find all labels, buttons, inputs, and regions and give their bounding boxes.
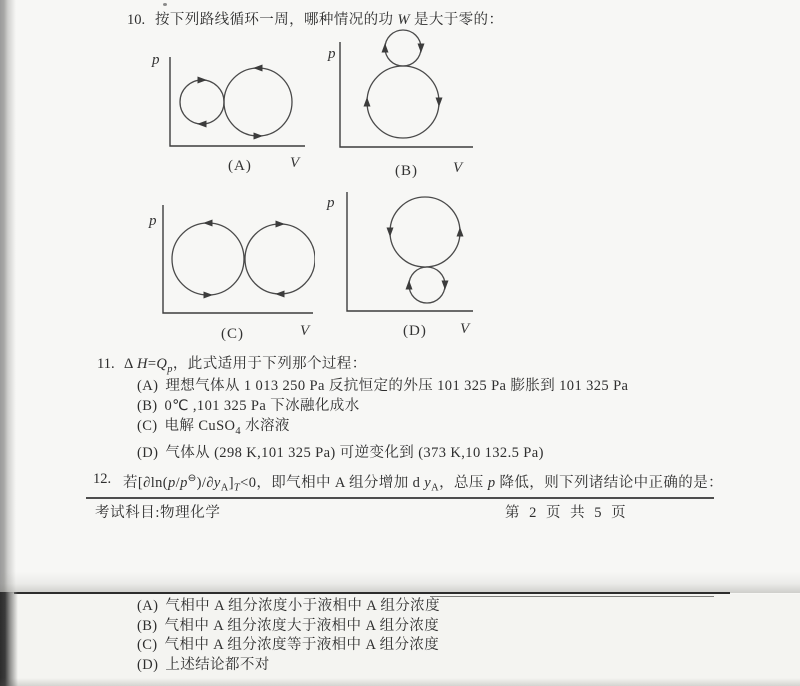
option-label: (A) <box>137 598 159 614</box>
question-11-options <box>137 376 628 463</box>
x-axis-label: V <box>453 160 463 176</box>
direction-arrow <box>442 281 449 291</box>
option-label: (D) <box>137 657 159 674</box>
option-c <box>137 416 628 442</box>
next-page-edge-line-echo <box>430 596 714 597</box>
direction-arrow <box>418 44 425 54</box>
direction-arrow <box>197 121 207 128</box>
option-a <box>137 597 440 617</box>
text-segment: p <box>180 474 188 491</box>
direction-arrow <box>203 220 213 227</box>
text-segment: p <box>168 474 176 491</box>
option-text <box>165 657 269 673</box>
direction-arrow <box>457 227 464 237</box>
text-segment: W <box>397 12 410 28</box>
pv-axes <box>170 57 305 146</box>
question-10-number: 10. <box>127 12 146 28</box>
text-segment: 气相中 A 组分浓度等于液相中 A 组分浓度 <box>164 637 440 654</box>
pv-diagram-b <box>325 28 480 183</box>
option-label: (B) <box>137 398 158 415</box>
scan-edge-shadow-top <box>0 0 16 594</box>
text-segment: 若[∂ln( <box>123 474 169 491</box>
text-segment: y <box>424 474 432 491</box>
text-segment: 电解 CuSO <box>164 418 236 435</box>
text-segment: A <box>431 482 440 494</box>
option-label: (A) <box>137 378 159 394</box>
text-segment: A <box>220 482 229 494</box>
option-text <box>165 637 440 653</box>
y-axis-label: p <box>327 195 335 211</box>
option-label: (C) <box>137 418 158 435</box>
direction-arrow <box>387 228 394 238</box>
direction-arrow <box>436 98 443 108</box>
direction-arrow <box>254 133 264 140</box>
option-d <box>137 656 440 676</box>
option-text <box>165 445 543 461</box>
option-a <box>137 376 628 396</box>
text-segment: T <box>233 482 241 494</box>
cycle-loop-ccw <box>224 68 292 136</box>
option-text <box>165 618 440 634</box>
text-segment: p <box>167 363 173 375</box>
option-d <box>137 443 628 463</box>
text-segment: 水溶液 <box>241 418 290 435</box>
pv-diagram-c <box>145 195 315 347</box>
text-segment: 是大于零的： <box>409 12 504 28</box>
question-12-text <box>123 469 723 499</box>
text-segment: H <box>136 356 148 372</box>
option-c <box>137 636 440 656</box>
scan-page-gap <box>0 572 800 593</box>
footer-subject: 考试科目:物理化学 <box>95 505 221 521</box>
direction-arrow <box>204 292 214 299</box>
direction-arrow <box>364 97 371 107</box>
diagram-caption: (A) <box>228 158 252 174</box>
pv-diagram-a <box>145 45 310 180</box>
next-page-edge-line <box>14 592 730 594</box>
text-segment: = <box>147 356 157 372</box>
cycle-loop-cw <box>385 30 421 66</box>
option-text <box>164 418 290 438</box>
y-axis-label: p <box>328 46 336 62</box>
diagram-caption: (C) <box>221 326 244 342</box>
text-segment: 气体从 (298 K,101 325 Pa) 可逆变化到 (373 K,10 132.5 Pa) <box>165 444 544 461</box>
pv-axes <box>163 205 313 313</box>
cycle-loop-cw <box>180 80 224 124</box>
text-segment: 按下列路线循环一周，哪种情况的功 <box>155 12 398 28</box>
text-segment: Δ <box>124 356 137 372</box>
text-segment: 气相中 A 组分浓度小于液相中 A 组分浓度 <box>165 598 440 614</box>
diagram-caption: (D) <box>403 323 427 339</box>
x-axis-label: V <box>290 155 300 171</box>
x-axis-label: V <box>300 323 310 339</box>
cycle-loop-cw <box>245 224 315 294</box>
text-segment: ⊖ <box>187 473 197 484</box>
footer-rule <box>86 497 714 499</box>
text-segment: 降低，则下列诸结论中正确的是： <box>495 474 724 491</box>
x-axis-label: V <box>460 321 470 337</box>
option-label: (C) <box>137 637 158 654</box>
text-segment: 气相中 A 组分浓度大于液相中 A 组分浓度 <box>164 617 440 634</box>
question-12-number: 12. <box>93 471 112 487</box>
direction-arrow <box>406 280 413 290</box>
text-segment: 理想气体从 1 013 250 Pa 反抗恒定的外压 101 325 Pa 膨胀到 101 325 Pa <box>165 378 629 394</box>
text-segment: Q <box>156 356 168 372</box>
cycle-loop-ccw <box>390 197 460 267</box>
direction-arrow <box>382 43 389 53</box>
option-label: (B) <box>137 617 158 634</box>
cycle-loop-cw <box>367 66 439 138</box>
diagram-caption: (B) <box>395 163 418 179</box>
pv-diagram-d <box>325 188 480 346</box>
cycle-loop-ccw <box>172 223 244 295</box>
text-segment: p <box>487 474 496 491</box>
text-segment: ] <box>228 474 234 491</box>
cycle-loop-cw <box>409 267 445 303</box>
direction-arrow <box>253 65 263 72</box>
text-segment: 上述结论都不对 <box>165 657 270 674</box>
option-text <box>165 378 628 394</box>
scan-bottom-shade <box>0 678 800 686</box>
text-segment: y <box>213 474 221 491</box>
text-segment: / <box>175 474 181 491</box>
scan-edge-shadow-bottom <box>0 592 18 686</box>
question-11-number: 11. <box>97 356 115 372</box>
scan-speck <box>163 3 167 6</box>
text-segment: 0℃ ,101 325 Pa 下冰融化成水 <box>164 398 360 415</box>
text-segment: ，总压 <box>439 474 488 491</box>
text-segment: <0，即气相中 A 组分增加 d <box>240 474 425 491</box>
text-segment: ，此式适用于下列那个过程： <box>172 356 367 372</box>
direction-arrow <box>276 221 286 228</box>
pv-axes <box>340 42 473 147</box>
footer-page-number: 第 2 页 共 5 页 <box>505 505 629 521</box>
direction-arrow <box>275 291 285 298</box>
option-b <box>137 617 440 637</box>
y-axis-label: p <box>152 52 160 68</box>
direction-arrow <box>198 77 208 84</box>
option-text <box>165 398 360 414</box>
option-b <box>137 396 628 416</box>
text-segment: 4 <box>235 426 242 438</box>
text-segment: )/∂ <box>196 474 214 491</box>
y-axis-label: p <box>149 213 157 229</box>
option-label: (D) <box>137 444 159 461</box>
question-12-options <box>137 597 440 676</box>
option-text <box>165 598 440 614</box>
question-10-text <box>155 10 503 30</box>
